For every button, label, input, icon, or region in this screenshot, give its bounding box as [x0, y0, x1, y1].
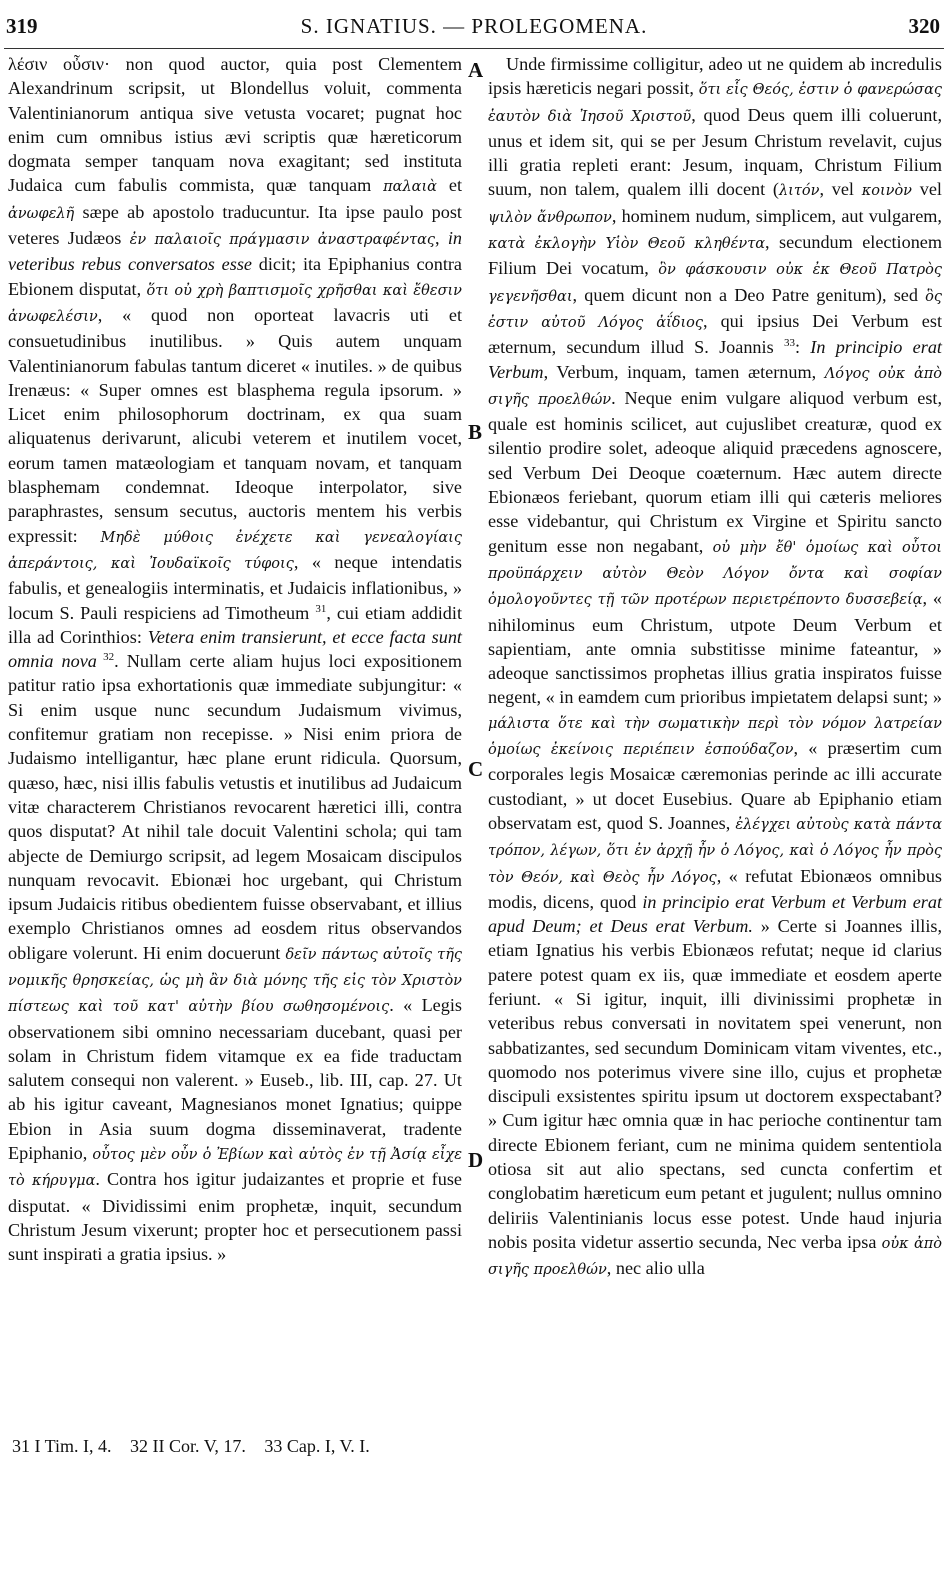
footnote-32: 32 II Cor. V, 17. [130, 1436, 246, 1456]
text-run: , qui ipsius Dei Verbum est æternum, secundum illud S. Joannis [488, 310, 942, 358]
left-column [8, 52, 462, 1267]
greek-quote: μάλιστα ὅτε καὶ τὴν σωματικὴν περὶ τὸν νόμον λατρείαν ὁμοίως ἐκείνοις περιέπειν ἐσπούδαζον [488, 715, 942, 759]
text-run: . Nullam certe aliam hujus loci expositionem patitur ratio ipsa exhortationis quæ immediate subjungitur: « Si enim usque nunc secundum Judaismum vivimus, confitemur gratiam non recepisse. » Nisi enim priora de Judaismo intelligantur, hæc plane erunt ridicula. Quorsum, quæso, hæc, nisi illis fabulis vetustis et inutilibus ad Judaicum vitæ characterem Christianos revocarent hæretici illi, contra quos disputat? At nihil tale docuit Valentini schola; qui tam abjecte de Demiurgo scripsit, ad legem Mosaicam discipulos nunquam revocavit. Ebionæi hoc urgebant, qui Christum ipsum Judaicis ritibus obedientem fuisse observabant, et illius exemplo Christianos omnes ad eosdem ritus observandos obligare volerunt. Hi enim docuerunt [8, 651, 463, 963]
text-run: sæpe ab apostolo traducuntur. Ita ipse paulo post veteres Judæos [8, 201, 462, 249]
margin-marker-d: D [468, 1148, 484, 1172]
text-run: , secundum electionem Filium Dei vocatum, [488, 232, 943, 279]
footnote-ref: 32 [96, 651, 115, 664]
greek-quote: Λόγος οὐκ ἀπὸ σιγῆς προελθών [488, 365, 942, 408]
greek-quote: κοινὸν [861, 183, 913, 200]
greek-quote: οὐ μὴν ἔθ' ὁμοίως καὶ οὗτοι προϋπάρχειν αὐτὸν Θεὸν Λόγον ὄντα καὶ σοφίαν ὁμολογοῦντες τῇ τῶν προτέρων περιετρέποντο δυσσεβείᾳ [488, 539, 942, 609]
text-run: , [435, 228, 448, 249]
left-column-text [8, 52, 462, 1267]
text-run: , « nihilominus eum Christum, utpote Deum Verbum et sapientiam, ante omnia substitisse minime fateantur, » adeoque sanctissimos prophetas illius gratia inspiratos fuisse negent, « in eamdem cum prioribus impietatem delapsi sunt; » [488, 588, 942, 708]
greek-quote: ὅτι εἷς Θεός, ἐστιν ὁ φανερώσας ἑαυτὸν διὰ Ἰησοῦ Χριστοῦ [488, 82, 942, 125]
text-run: , « præsertim cum corporales legis Mosaicæ cæremonias perinde ac illi accurate custodiant, » ut docet Eusebius. Quare ab Epiphanio etiam observatam est, quod S. Joannes, [488, 738, 942, 833]
right-page-number: 320 [908, 14, 940, 38]
greek-quote: Μηδὲ μύθοις ἐνέχετε καὶ γενεαλογίαις ἀπεράντοις, καὶ Ἰουδαϊκοῖς τύφοις [8, 529, 462, 572]
greek-quote: ὃν φάσκουσιν οὐκ ἐκ Θεοῦ Πατρὸς γεγενῆσθαι [488, 262, 942, 305]
greek-quote: οὐκ ἀπὸ σιγῆς προελθών [488, 1235, 942, 1279]
greek-quote: ψιλὸν ἄνθρωπον [488, 209, 612, 226]
footnote-ref: 33 [783, 337, 795, 350]
text-run: , quod Deus quem illi coluerunt, unus et idem sit, qui se per Jesum Christum revelavit, cujus illi gratia repleti erant: Jesum, inquam, Christum Filium suum, non talem, qualem illi docent ( [488, 104, 943, 200]
footnote-33: 33 Cap. I, V. I. [264, 1436, 370, 1456]
text-run: et [436, 175, 462, 196]
text-run: , hominem nudum, simplicem, aut vulgarem, [611, 205, 942, 226]
text-run: , vel [819, 179, 862, 200]
text-run: , « quod non oporteat lavacris uti et consuetudinibus inutilibus. » Quis autem unquam Valentinianorum fabulas tantum diceret « inutiles. » de quibus Irenæus: « Super omnes est blasphema regula ipsorum. » Licet enim philosophorum doctrinam, ex qua suam aliquatenus derivarunt, alicubi veterem et inutilem vocet, eorum tamen matæologiam et tanquam novam, et tanquam blasphemam condemnat. Ideoque interpolator, sive paraphrastes, sensum secutus, auctoris mentem his verbis expressit: [8, 304, 462, 546]
greek-quote: κατὰ ἐκλογὴν Υἱὸν Θεοῦ κληθέντα [488, 236, 766, 253]
left-page-number: 319 [6, 14, 38, 38]
footnote-ref: 31 [315, 602, 327, 615]
text-run: . « Legis observationem sibi omnino necessariam ducebant, quasi per solam in Christum fidem vitamque ex ea fide traductam salutem consequi non valerent. » Euseb., lib. III, cap. 27. Ut ab his igitur caveant, Magnesianos monet Ignatius; quippe Ebion in Asia suum dogma disseminaverat, tradente Epiphanio, [8, 995, 462, 1164]
right-column-text [488, 52, 942, 1283]
running-title: S. IGNATIUS. — PROLEGOMENA. [300, 14, 648, 38]
greek-quote: ὅτι οὐ χρὴ βαπτισμοῖς χρῆσθαι καὶ ἔθεσιν ἀνωφελέσιν [8, 282, 462, 325]
margin-marker-b: B [468, 420, 483, 444]
italic-quote: in principio erat Verbum et Verbum erat apud Deum; et Deus erat Verbum. [488, 891, 942, 937]
greek-quote: δεῖν πάντως αὐτοῖς τῆς νομικῆς θρησκείας, ὡς μὴ ἂν διὰ μόνης τῆς εἰς τὸν Χριστὸν πίστεως καὶ τοῦ κατ' αὐτὴν βίου σωθησομένοις [8, 946, 462, 1016]
margin-marker-c: C [468, 757, 484, 781]
text-run: : [794, 337, 811, 358]
greek-quote: οὗτος μὲν οὖν ὁ Ἐβίων καὶ αὐτὸς ἐν τῇ Ἀσίᾳ εἶχε τὸ κήρυγμα [8, 1147, 463, 1190]
text-run: , cui etiam addidit illa ad Corinthios: [8, 602, 462, 647]
right-column [488, 52, 942, 1283]
text-run: Unde firmissime colligitur, adeo ut ne quidem ab incredulis ipsis hæreticis negari possit, [488, 54, 942, 99]
greek-quote: ἐλέγχει αὐτοὺς κατὰ πάντα τρόπον, λέγων, ὅτι ἐν ἀρχῇ ἦν ὁ Λόγος, καὶ ὁ Λόγος ἦν πρὸς τὸν Θεόν, καὶ Θεὸς ἦν Λόγος [488, 816, 943, 886]
footnote-31: 31 I Tim. I, 4. [12, 1436, 112, 1456]
page-header [0, 0, 948, 58]
italic-quote: In principio erat Verbum [488, 337, 942, 382]
text-run: . Contra hos igitur judaizantes et proprie et fuse disputat. « Dividissimi enim prophetæ, inquit, secundum Christum Jesum vixerunt; propter hoc et persecutionem passi sunt inspirati a gratia ipsius. » [8, 1169, 462, 1265]
text-run: , « refutat Ebionæos omnibus modis, dicens, quod [488, 865, 942, 912]
greek-quote: ἐν παλαιοῖς πράγμασιν ἀναστραφέντας [129, 232, 436, 249]
greek-quote: λιτόν [778, 183, 820, 200]
text-run: » Certe si Joannes illis, etiam Ignatius his verbis Ebionæos refutat; neque id clarius patere potest quam ex iis, quæ immediate et eosdem aperte feriunt. « Si igitur, inquit, illi divinissimi prophetæ in veteribus rebus conversati in novitatem spei venerunt, non sabbatizantes, sed secundum Dominicam vitam viventes, etc., quomodo nos poterimus vivere sine illo, cujus et prophetæ discipuli exsistentes spiritu ipsum ut doctorem exspectabant? » Cum igitur hæc omnia quæ in hac perioche continentur tam directe Ebionem feriant, cum ne minima quidem sententiola otiosa sit aut alio spectans, sed cuncta confertim et conglobatim hæreticum eum petant et jugulent; nullus omnino deliriis Valentinianis locus esse potest. Unde haud injuria nobis posita videtur assertio secunda, Nec verba ipsa [488, 916, 942, 1252]
italic-quote: in veteribus rebus conversatos esse [8, 228, 462, 275]
text-run: , nec alio ulla [606, 1258, 705, 1279]
greek-quote: παλαιὰ [383, 179, 437, 196]
header-rule [4, 48, 944, 49]
footnotes [12, 1436, 384, 1457]
margin-marker-a: A [468, 58, 484, 82]
text-run: λέσιν οὖσιν· non quod auctor, quia post Clementem Alexandrinum scripsit, ut Blondellus voluit, commenta Valentinianorum antiqua sive vetusta vocaret; pugnat hoc enim cum omnibus istius ævi scriptis quæ hæreticorum dogmata semper tanquam nova exagitant; sed instituta Judaica cum fabulis commista, quæ tanquam [8, 54, 462, 196]
text-run: , « neque intendatis fabulis, et genealogiis interminatis, et Judaicis inflationibus, » locum S. Pauli respiciens ad Timotheum [8, 551, 462, 623]
greek-quote: ὃς ἐστιν αὐτοῦ Λόγος ἀΐδιος [488, 288, 942, 331]
italic-quote: Vetera enim transierunt, et ecce facta sunt omnia nova [8, 626, 462, 672]
text-run: , Verbum, inquam, tamen æternum, [543, 361, 825, 382]
text-run: , quem dicunt non a Deo Patre genitum), sed [572, 284, 926, 305]
text-run: vel [912, 179, 942, 200]
text-run: . Neque enim vulgare aliquod verbum est, quale est hominis scilicet, aut cujuslibet creaturæ, quod ex silentio prodire solet, adeoque aliquid præcedens agnoscere, sed Verbum Dei Deoque coæternum. Hæc autem directe Ebionæos feriebant, quorum etiam illi qui cæteris meliores esse videbantur, qui Christum ex Virgine et Spiritu sancto genitum esse non negabant, [488, 387, 943, 556]
greek-quote: ἀνωφελῆ [8, 205, 75, 222]
text-run: dicit; ita Epiphanius contra Ebionem disputat, [8, 254, 462, 299]
